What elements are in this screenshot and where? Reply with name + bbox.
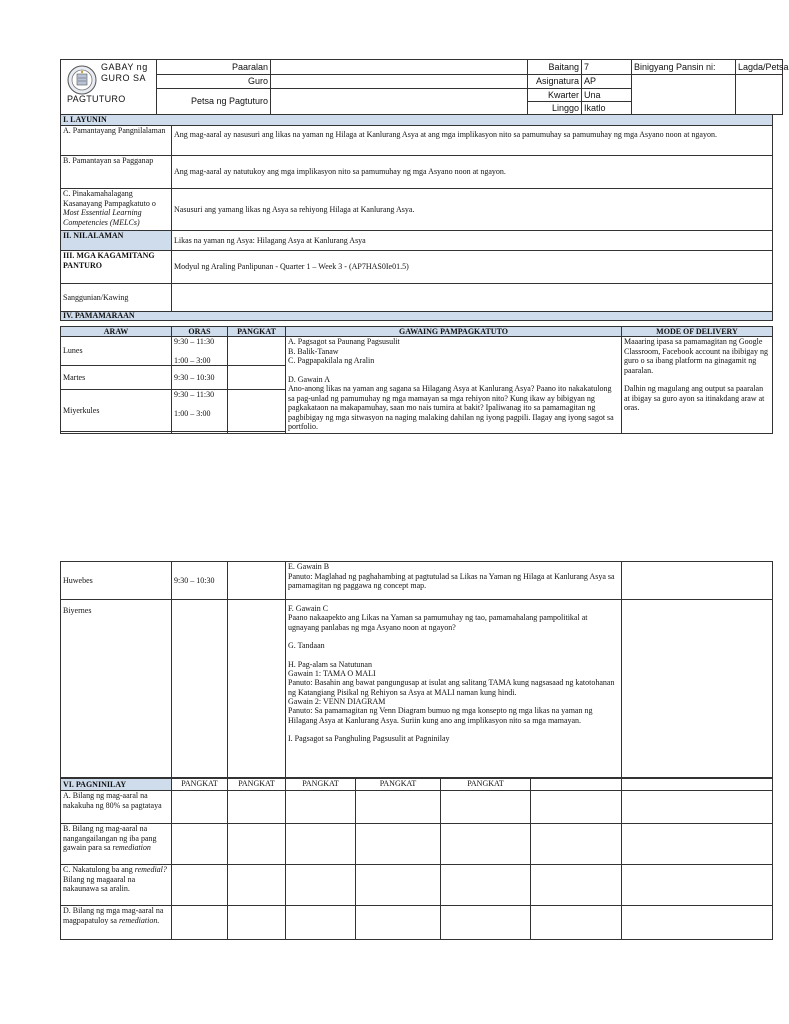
signature-value <box>736 75 783 115</box>
performance-standard-text: Ang mag-aaral ay natutukoy ang mga implikasyon nito sa pamumuhay ng mga Asyano noon at ngayon. <box>172 156 773 189</box>
reflection-cell <box>286 865 356 906</box>
time-header: ORAS <box>172 327 228 337</box>
thursday-delivery <box>622 562 773 600</box>
reflection-row-a-label: A. Bilang ng mag-aaral na nakakuha ng 80% sa pagtataya <box>61 791 172 824</box>
references-label: Sanggunian/Kawing <box>61 284 172 312</box>
reflection-cell <box>228 865 286 906</box>
materials-text: Modyul ng Araling Panlipunan - Quarter 1 – Week 3 - (AP7HAS0Ie01.5) <box>172 251 773 284</box>
teacher-label: Guro <box>157 75 271 89</box>
reflection-cell <box>286 824 356 865</box>
reflection-cell <box>286 791 356 824</box>
delivery-text1: Maaaring ipasa sa pamamagitan ng Google Classroom, Facebook account na ibibigay ng guro o sa ibang platform na ginagamit ng paaralan. <box>624 337 768 375</box>
reflection-row-c-label: C. Nakatulong ba ang remedial? Bilang ng magaaral na nakaunawa sa aralin. <box>61 865 172 906</box>
reflection-cell <box>531 906 622 940</box>
week-value: Ikatlo <box>582 102 632 115</box>
friday-group <box>228 600 286 778</box>
reflection-cell <box>622 791 773 824</box>
group-header: PANGKAT <box>228 327 286 337</box>
activities-d: D. Gawain A Ano-anong likas na yaman ang sagana sa Hilagang Asya at Kanlurang Asya? Paano ito nakakatulong sa pag-unlad ng pamumuhay ng mga mamayan sa mga rehiyon nito? Kung ikaw ay bibigyan ng pagkakataon na makapamuhay, saan mo nais tumira at bakit? Ipaliwanag ito sa pamamagitan ng pagbibigay ng mga sitwasyon na naging malaking dahilan ng iyong pagpili. Ilagay ang iyong sagot sa portfolio. <box>288 374 614 431</box>
procedure-title: IV. PAMAMARAAN <box>61 312 773 321</box>
reflection-cell <box>531 824 622 865</box>
reflection-cell <box>441 824 531 865</box>
performance-standard-label: B. Pamantayan sa Pagganap <box>61 156 172 189</box>
reflection-group-header: PANGKAT <box>228 779 286 791</box>
melc-label: C. Pinakamahalagang Kasanayang Pampagkatuto o Most Essential Learning Competencies (MELCs) <box>61 189 172 231</box>
day-header: ARAW <box>61 327 172 337</box>
reflection-row-d-label: D. Bilang ng mga mag-aaral na magpapatuloy sa remediation. <box>61 906 172 940</box>
reflection-group-header: PANGKAT <box>356 779 441 791</box>
wednesday-time: 9:30 – 11:30 1:00 – 3:00 <box>172 390 228 432</box>
activity-e: E. Gawain B Panuto: Maglahad ng paghahambing at pagtutulad sa Likas na Yaman ng Hilaga at Kanlurang Asya sa pamamagitan ng paggawa ng concept map. <box>286 562 622 600</box>
reflection-group-header: PANGKAT <box>286 779 356 791</box>
grade-label: Baitang <box>528 60 582 75</box>
quarter-value: Una <box>582 89 632 102</box>
grade-value: 7 <box>582 60 632 75</box>
schedule-table-page2 <box>60 561 773 778</box>
friday-label: Biyernes <box>61 600 172 778</box>
quarter-label: Kwarter <box>528 89 582 102</box>
guide-title-line3: PAGTUTURO <box>67 94 126 104</box>
melc-text: Nasusuri ang yamang likas ng Asya sa rehiyong Hilaga at Kanlurang Asya. <box>172 189 773 231</box>
guide-title-line2: GURO SA <box>101 73 147 83</box>
reflection-cell <box>228 906 286 940</box>
monday-group <box>228 337 286 366</box>
reflection-cell <box>622 865 773 906</box>
reflection-cell <box>356 791 441 824</box>
spacer-cell <box>228 432 286 434</box>
delivery-text2: Dalhin ng magulang ang output sa paaralan at ibigay sa guro ayon sa itinakdang araw at oras. <box>624 384 765 412</box>
wednesday-group <box>228 390 286 432</box>
reflection-cell <box>356 906 441 940</box>
friday-delivery <box>622 600 773 778</box>
subject-label: Asignatura <box>528 75 582 89</box>
teacher-value <box>271 75 528 89</box>
activity-header: GAWAING PAMPAGKATUTO <box>286 327 622 337</box>
reflection-row-b-label: B. Bilang ng mag-aaral na nangangailangan ng iba pang gawain para sa remediation <box>61 824 172 865</box>
reflection-group-header: PANGKAT <box>441 779 531 791</box>
monday-label: Lunes <box>61 337 172 366</box>
thursday-time: 9:30 – 10:30 <box>172 562 228 600</box>
reflection-cell <box>172 791 228 824</box>
date-value <box>271 89 528 115</box>
school-label: Paaralan <box>157 60 271 75</box>
delivery-cell <box>622 337 773 434</box>
reflection-cell <box>441 791 531 824</box>
reflection-cell <box>622 906 773 940</box>
guide-title-line1: GABAY ng <box>101 62 148 72</box>
spacer-cell <box>61 432 172 434</box>
reflection-cell <box>172 865 228 906</box>
schedule-table-page1 <box>60 326 773 434</box>
thursday-label: Huwebes <box>61 562 172 600</box>
references-value <box>172 284 773 312</box>
objectives-table <box>60 114 773 321</box>
reflection-group-header: PANGKAT <box>172 779 228 791</box>
tuesday-time: 9:30 – 10:30 <box>172 366 228 390</box>
noted-value <box>632 75 736 115</box>
content-standard-text: Ang mag-aaral ay nasusuri ang likas na yaman ng Hilaga at Kanlurang Asya at ang mga implikasyon nito sa pamumuhay sa pamumuhay ng mga Asyano noon at ngayon. <box>172 126 773 156</box>
friday-time <box>172 600 228 778</box>
wednesday-label: Miyerkules <box>61 390 172 432</box>
reflection-cell <box>228 824 286 865</box>
date-label: Petsa ng Pagtuturo <box>157 89 271 115</box>
deped-seal-icon <box>67 65 97 95</box>
signature-label: Lagda/Petsa <box>736 60 783 75</box>
subject-value: AP <box>582 75 632 89</box>
header-table <box>60 59 789 115</box>
tuesday-label: Martes <box>61 366 172 390</box>
reflection-cell <box>172 824 228 865</box>
monday-time: 9:30 – 11:30 1:00 – 3:00 <box>172 337 228 366</box>
thursday-group <box>228 562 286 600</box>
activity-rest: F. Gawain C Paano nakaapekto ang Likas na Yaman sa pamumuhay ng tao, pamamahalang pampolitikal at ugnayang panlabas ng mga Asyano noon at ngayon? G. Tandaan H. Pag-alam sa Natutunan Gawain 1: TAMA O MALI Panuto: Basahin ang bawat pangungusap at isulat ang salitang TAMA kung nagsasaad ng katotohanan ng Katangiang Pisikal ng Rehiyon sa Asya at MALI naman kung hindi. Gawain 2: VENN DIAGRAM Panuto: Sa pamamagitan ng Venn Diagram bumuo ng mga konsepto ng mga likas na yaman ng Hilagang Asya at Kanlurang Asya. Suriin kung ano ang implikasyon nito sa mga mamayan. I. Pagsagot sa Panghuling Pagsusulit at Pagninilay <box>286 600 622 778</box>
reflection-cell <box>441 865 531 906</box>
content-standard-label: A. Pamantayang Pangnilalaman <box>61 126 172 156</box>
tuesday-group <box>228 366 286 390</box>
reflection-cell <box>356 865 441 906</box>
noted-label: Binigyang Pansin ni: <box>632 60 736 75</box>
materials-title: III. MGA KAGAMITANG PANTURO <box>61 251 172 284</box>
reflection-cell <box>228 791 286 824</box>
content-title: II. NILALAMAN <box>61 231 172 251</box>
reflection-cell <box>531 791 622 824</box>
school-value <box>271 60 528 75</box>
reflection-cell <box>286 906 356 940</box>
objectives-title: I. LAYUNIN <box>61 115 773 126</box>
reflection-cell <box>356 824 441 865</box>
reflection-cell <box>441 906 531 940</box>
reflection-cell <box>172 906 228 940</box>
reflection-empty-header <box>531 779 622 791</box>
reflection-cell <box>622 824 773 865</box>
week-label: Linggo <box>528 102 582 115</box>
header-logo-cell <box>61 60 157 115</box>
delivery-header: MODE OF DELIVERY <box>622 327 773 337</box>
activities-page1 <box>286 337 622 434</box>
content-text: Likas na yaman ng Asya: Hilagang Asya at Kanlurang Asya <box>172 231 773 251</box>
reflection-title: VI. PAGNINILAY <box>61 779 172 791</box>
reflection-table <box>60 778 773 940</box>
activities-a: A. Pagsagot sa Paunang Pagsusulit B. Balik-Tanaw C. Pagpapakilala ng Aralin <box>288 337 400 365</box>
reflection-cell <box>531 865 622 906</box>
reflection-empty-header <box>622 779 773 791</box>
spacer-cell <box>172 432 228 434</box>
